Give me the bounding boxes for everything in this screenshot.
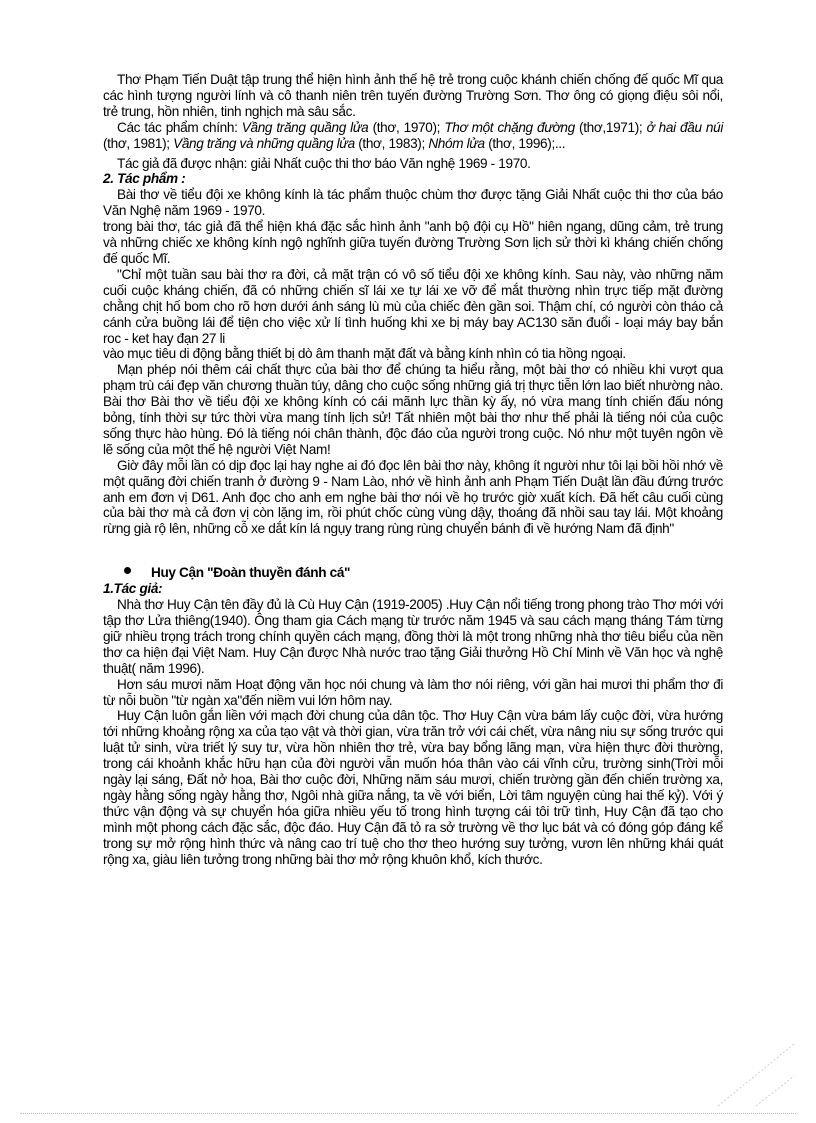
work-paragraph-3: "Chỉ một tuần sau bài thơ ra đời, cả mặt trận có vô số tiểu đội xe không kính. Sau này, vào những năm cuối cuộc kháng chiến, đã có những chiến sĩ lái xe tự lái xe vỡ để mắt thường nhìn trực tiếp mặt đường chằng chịt hố bom cho rõ hơn dưới ánh sáng lù mù của chiếc đèn gần soi. Thậm chí, có người còn tháo cả cánh cửa buồng lái để tiện cho việc xử lí tình huống khi xe bị máy bay AC130 săn đuổi - loại máy bay bắn roc - ket hay đạn 27 li <box>103 266 723 346</box>
award-paragraph: Tác giả đã được nhận: giải Nhất cuộc thi thơ báo Văn nghệ 1969 - 1970. <box>117 155 531 171</box>
work-year: (thơ, 1981); <box>103 135 174 151</box>
intro-paragraph: Thơ Phạm Tiến Duật tập trung thể hiện hình ảnh thế hệ trẻ trong cuộc khánh chiến chống đế quốc Mĩ qua các hình tượng người lính và cô thanh niên trên tuyến đường Trường Sơn. Thơ ông có giọng điệu sôi nổi, trẻ trung, hồn nhiên, tinh nghịch mà sâu sắc. <box>103 72 723 119</box>
work-paragraph-6: Giờ đây mỗi lần có dịp đọc lại hay nghe ai đó đọc lên bài thơ này, không ít người như tôi lại bồi hồi nhớ về một quãng đời chiến tranh ở đường 9 - Nam Lào, nhớ về hình ảnh anh Phạm Tiến Duật lần đầu đứng trước anh em đơn vị D61. Anh đọc cho anh em nghe bài thơ nói về họ trước giờ xuất kích. Đã hết câu cuối cùng của bài thơ mà cả đơn vị còn lặng im, rồi phút chốc cùng vùng dậy, thoáng đã nhồi sau tay lái. Một khoảng rừng già rộ lên, những cỗ xe dắt kín lá ngụy trang rùng rùng chuyển bánh đi về hướng Nam đã định" <box>103 457 723 537</box>
work-title: Thơ một chặng đường <box>444 119 575 135</box>
work-year: (thơ, 1996);... <box>484 135 566 151</box>
bullet-icon <box>124 567 131 574</box>
page-fold-mark <box>716 1042 796 1108</box>
work-paragraph-4: vào mục tiêu di động bằng thiết bị dò âm thanh mặt đất và bằng kính nhìn có tia hồng ngoại. <box>103 346 626 362</box>
page-footer-divider <box>20 1113 796 1114</box>
work-year: (thơ, 1970); <box>368 119 445 135</box>
author-paragraph-1: Nhà thơ Huy Cận tên đầy đủ là Cù Huy Cận (1919-2005) .Huy Cận nổi tiếng trong phong trào Thơ mới với tập thơ Lửa thiêng(1940). Ông tham gia Cách mạng từ trước năm 1945 và sau cách mạng tháng Tám từng giữ nhiều trọng trách trong chính quyền cách mạng, đồng thời là một trong những nhà thơ tiêu biểu của nền thơ ca hiện đại Việt Nam. Huy Cận được Nhà nước trao tặng Giải thưởng Hồ Chí Minh về Văn học và nghệ thuật( năm 1996). <box>103 597 723 676</box>
work-year: (thơ,1971); <box>574 119 647 135</box>
section-heading-work: 2. Tác phẩm : <box>103 171 186 187</box>
section-heading-author: 1.Tác giả: <box>103 581 163 597</box>
author-paragraph-3: Huy Cận luôn gắn liền với mạch đời chung của dân tộc. Thơ Huy Cận vừa bám lấy cuộc đời, vừa hướng tới những khoảng rộng xa của tạo vật và thời gian, vừa trăn trở với cái chết, vừa nâng niu sự sống trước qui luật tử sinh, vừa triết lý suy tư, vừa hồn nhiên thơ trẻ, vừa bay bổng lãng mạn, vừa hiện thực đời thường, trong cái khoảnh khắc hữu hạn của đời người vẫn muốn hóa thân vào cái vĩnh cửu, trường sinh(Trời mỗi ngày lại sáng, Đất nở hoa, Bài thơ cuộc đời, Những năm sáu mươi, chiến trường gần đến chiến trường xa, ngày hằng sống ngày hằng thơ, Ngôi nhà giữa nắng, ta về với biển, Lời tâm nguyện cùng hai thế kỷ). Với ý thức vận động và sự chuyển hóa giữa nhiều yếu tố trong hình tượng cái tôi trữ tình, Huy Cận đã tạo cho mình một phong cách đặc sắc, độc đáo. Huy Cận đã tỏ ra sở trường về thơ lục bát và có đóng góp đáng kể trong sự mở rộng hình thức và nâng cao trí tuệ cho thơ theo hướng suy tưởng, vươn lên những khái quát rộng xa, giàu liên tưởng trong những bài thơ mở rộng khuôn khổ, kích thước. <box>103 708 723 867</box>
work-year: (thơ, 1983); <box>354 135 429 151</box>
work-title: ở hai đầu núi <box>646 119 724 135</box>
works-label: Các tác phẩm chính: <box>117 119 242 135</box>
author-paragraph-2: Hơn sáu mươi năm Hoạt động văn học nói chung và làm thơ nói riêng, với gần hai mươi thi phẩm thơ đi từ nỗi buồn "từ ngàn xa"đến niềm vui lớn hôm nay. <box>103 676 723 708</box>
work-paragraph-2: trong bài thơ, tác giả đã thể hiện khá đặc sắc hình ảnh "anh bộ đội cụ Hồ" hiên ngang, dũng cảm, trẻ trung và những chiếc xe không kính ngộ nghĩnh giữa tuyến đường Trường Sơn lịch sử thời kì kháng chiến chống đế quốc Mĩ. <box>103 219 723 266</box>
bullet-label: Huy Cận "Đoàn thuyền đánh cá" <box>151 565 351 581</box>
work-paragraph-5: Mạn phép nói thêm cái chất thực của bài thơ để chúng ta hiểu rằng, một bài thơ có nhiều khi vượt qua phạm trù cái đẹp văn chương thuần túy, dâng cho cuộc sống những giá trị thực tiễn lớn lao biết nhường nào. Bài thơ Bài thơ về tiểu đội xe không kính có cái mãnh lực thần kỳ ấy, nó vừa mang tính chiến đấu nóng bỏng, tính thời sự tức thời vừa mang tính lịch sử! Tất nhiên một bài thơ như thế phải là tiếng nói của cuộc sống thực hào hùng. Đó là tiếng nói chân thành, độc đáo của người trong cuộc. Nó như một tuyên ngôn về lẽ sống của một thế hệ người Việt Nam! <box>103 362 723 457</box>
work-title: Vầng trăng và những quầng lửa <box>173 135 355 151</box>
bullet-item-huy-can <box>103 565 723 581</box>
work-paragraph-1: Bài thơ về tiểu đội xe không kính là tác phẩm thuộc chùm thơ được tặng Giải Nhất cuộc thi thơ của báo Văn Nghệ năm 1969 - 1970. <box>103 187 723 219</box>
document-page <box>103 72 723 868</box>
work-title: Vầng trăng quầng lửa <box>241 119 369 135</box>
work-title: Nhóm lửa <box>428 135 485 151</box>
works-paragraph <box>103 120 723 152</box>
